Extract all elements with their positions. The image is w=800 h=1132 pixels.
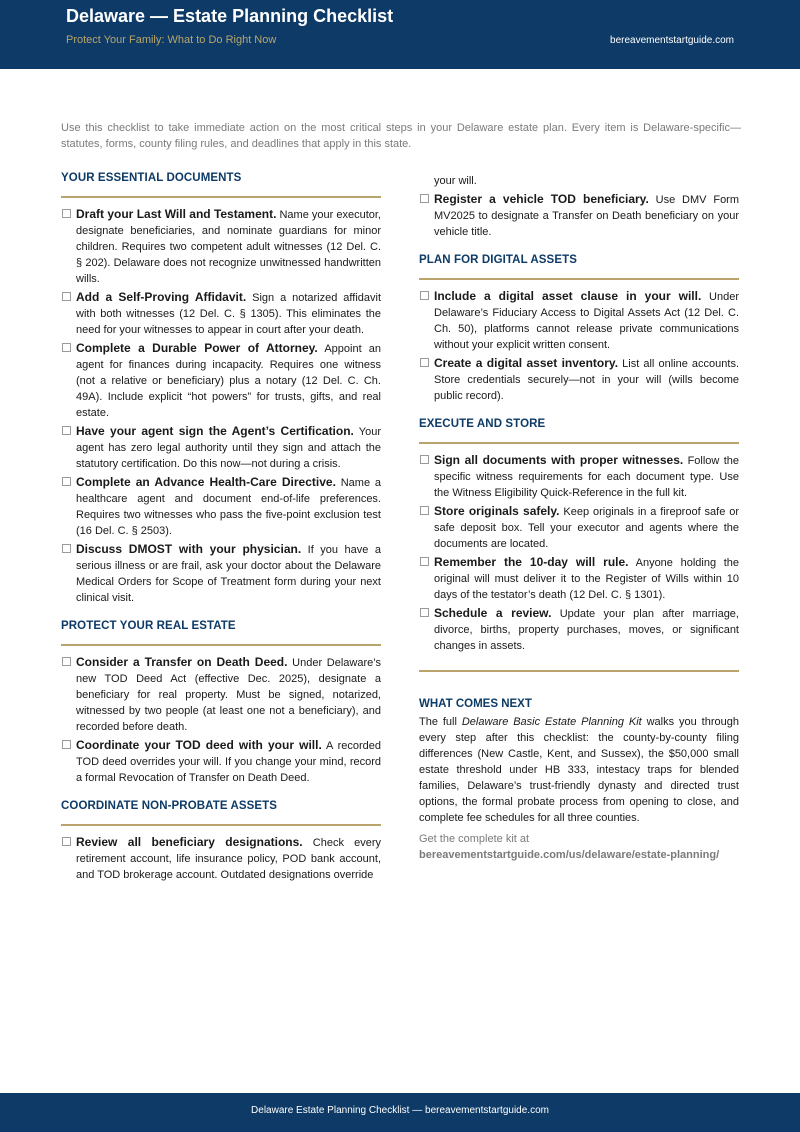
kit-url-link[interactable]: bereavementstartguide.com/us/delaware/estate-planning/	[419, 849, 720, 861]
page-subtitle: Protect Your Family: What to Do Right Now	[66, 34, 277, 46]
section-divider	[61, 644, 381, 646]
item-text: Keep originals in a fireproof safe or safe deposit box. Tell your executor and agents where the documents are located.	[434, 506, 739, 550]
item-title: Store originals safely.	[434, 504, 560, 518]
checklist-item	[419, 554, 739, 603]
item-title: Complete an Advance Health-Care Directive.	[76, 475, 336, 489]
section-heading: PLAN FOR DIGITAL ASSETS	[419, 254, 577, 266]
item-title: Complete a Durable Power of Attorney.	[76, 341, 318, 355]
kit-label: Get the complete kit at	[419, 833, 530, 845]
item-title: Review all beneficiary designations.	[76, 835, 303, 849]
item-text: A recorded TOD deed overrides your will. If you change your mind, record a formal Revocation of Transfer on Death Deed.	[76, 740, 382, 784]
section-divider	[61, 196, 381, 198]
item-text: If you have a serious illness or are frail, ask your doctor about the Delaware Medical Orders for Scope of Treatment form during your next clinical visit.	[76, 544, 381, 604]
checkbox-icon[interactable]	[62, 544, 71, 553]
item-title: Coordinate your TOD deed with your will.	[76, 738, 322, 752]
item-text: Sign a notarized affidavit with both witnesses (12 Del. C. § 1305). This eliminates the need for your witnesses to appear in court after your death.	[76, 292, 382, 336]
checklist-item	[61, 423, 381, 472]
item-text: Check every retirement account, life insurance policy, POD bank account, and TOD brokerage account. Outdated designations override	[76, 837, 381, 881]
item-title: Schedule a review.	[434, 606, 552, 620]
item-title: Create a digital asset inventory.	[434, 356, 619, 370]
item-text: Use DMV Form MV2025 to designate a Transfer on Death beneficiary on your vehicle title.	[434, 194, 740, 238]
intro-text: Use this checklist to take immediate action on the most critical steps in your Delaware estate plan. Every item is Delaware-specific—statutes, forms, county filing rules, and deadlines that apply in this state.	[61, 122, 741, 150]
body-text: walks you through every step after this checklist: the county-by-county filing differences (New Castle, Kent, and Sussex), the $50,000 small estate threshold under HB 333, intestacy traps for blended families, Delaware’s trust-friendly dynasty and directed trust options, the formal probate process from opening to close, and complete fee schedules for all three counties.	[419, 716, 739, 824]
whats-next-body	[419, 714, 739, 826]
item-title: Add a Self-Proving Affidavit.	[76, 290, 247, 304]
checkbox-icon[interactable]	[420, 291, 429, 300]
checklist-item	[61, 737, 381, 786]
item-text: Under Delaware’s Fiduciary Access to Digital Assets Act (12 Del. C. Ch. 50), platforms cannot release private communications without your explicit written consent.	[434, 291, 739, 351]
section-heading: COORDINATE NON-PROBATE ASSETS	[61, 800, 278, 812]
page-header	[0, 0, 800, 69]
item-text: Update your plan after marriage, divorce, births, property purchases, moves, or significant changes in assets.	[434, 608, 739, 652]
checklist-item	[61, 541, 381, 606]
checkbox-icon[interactable]	[420, 194, 429, 203]
checklist-item	[61, 834, 381, 883]
checkbox-icon[interactable]	[62, 837, 71, 846]
header-site-link[interactable]: bereavementstartguide.com	[610, 35, 734, 46]
section-heading: EXECUTE AND STORE	[419, 418, 546, 430]
item-text: Name a healthcare agent and document end-of-life preferences. Requires two witnesses who pass the five-point exclusion test (16 Del. C. § 2503).	[76, 477, 381, 537]
section-heading: YOUR ESSENTIAL DOCUMENTS	[61, 172, 242, 184]
checklist-item	[61, 654, 381, 735]
page-title: Delaware — Estate Planning Checklist	[66, 6, 394, 26]
section-divider	[419, 278, 739, 280]
checkbox-icon[interactable]	[62, 209, 71, 218]
checklist-item	[419, 191, 739, 240]
checklist-item	[61, 206, 381, 287]
checklist-item	[419, 605, 739, 654]
checklist-item	[419, 355, 739, 404]
item-text: List all online accounts. Store credentials securely—not in your will (wills become public record).	[434, 358, 740, 402]
page-footer	[0, 1093, 800, 1132]
item-text: Follow the specific witness requirements for each document type. Use the Witness Eligibility Quick-Reference in the full kit.	[434, 455, 739, 499]
item-title: Draft your Last Will and Testament.	[76, 207, 277, 221]
body-text: The full	[419, 716, 462, 728]
checkbox-icon[interactable]	[420, 557, 429, 566]
checkbox-icon[interactable]	[62, 292, 71, 301]
continued-text: your will.	[434, 175, 477, 187]
checkbox-icon[interactable]	[420, 608, 429, 617]
item-text: Your agent has zero legal authority until they sign and attach the statutory certification. Do this now—not during a crisis.	[76, 426, 381, 470]
item-title: Discuss DMOST with your physician.	[76, 542, 302, 556]
checkbox-icon[interactable]	[420, 455, 429, 464]
section-divider	[61, 824, 381, 826]
checkbox-icon[interactable]	[62, 343, 71, 352]
item-title: Remember the 10-day will rule.	[434, 555, 629, 569]
checkbox-icon[interactable]	[62, 657, 71, 666]
left-column	[61, 165, 381, 885]
footer-text: Delaware Estate Planning Checklist — bereavementstartguide.com	[251, 1105, 549, 1116]
checklist-item	[61, 340, 381, 421]
item-title: Register a vehicle TOD beneficiary.	[434, 192, 649, 206]
section-heading: PROTECT YOUR REAL ESTATE	[61, 620, 236, 632]
checkbox-icon[interactable]	[420, 506, 429, 515]
item-text: Appoint an agent for finances during incapacity. Requires one witness (not a relative or beneficiary) plus a notary (12 Del. C. Ch. 49A). Include explicit “hot powers” for trusts, gifts, and real estate.	[76, 343, 381, 419]
checklist-item	[419, 503, 739, 552]
checklist-item	[61, 474, 381, 539]
checkbox-icon[interactable]	[62, 740, 71, 749]
whats-next-heading: WHAT COMES NEXT	[419, 698, 532, 710]
item-title: Sign all documents with proper witnesses.	[434, 453, 684, 467]
checkbox-icon[interactable]	[420, 358, 429, 367]
checklist-item	[419, 452, 739, 501]
checklist-item	[61, 289, 381, 338]
checkbox-icon[interactable]	[62, 477, 71, 486]
kit-name: Delaware Basic Estate Planning Kit	[461, 716, 642, 728]
item-text: Anyone holding the original will must deliver it to the Register of Wills within 10 days of the testator’s death (12 Del. C. § 1301).	[434, 557, 740, 601]
item-title: Have your agent sign the Agent’s Certification.	[76, 424, 354, 438]
right-column	[419, 173, 739, 863]
item-title: Include a digital asset clause in your will.	[434, 289, 702, 303]
checklist-item	[419, 288, 739, 353]
item-text: Under Delaware’s new TOD Deed Act (effective Dec. 2025), designate a beneficiary for real property. Must be signed, notarized, witnessed by two people (at least one not a beneficiary), and recorded before death.	[76, 657, 381, 733]
section-divider	[419, 442, 739, 444]
section-divider	[419, 670, 739, 672]
item-text: Name your executor, designate beneficiaries, and nominate guardians for minor children. Requires two competent adult witnesses (12 Del. C. § 202). Delaware does not recognize unwitnessed handwritten wills.	[76, 209, 381, 285]
item-title: Consider a Transfer on Death Deed.	[76, 655, 288, 669]
checkbox-icon[interactable]	[62, 426, 71, 435]
